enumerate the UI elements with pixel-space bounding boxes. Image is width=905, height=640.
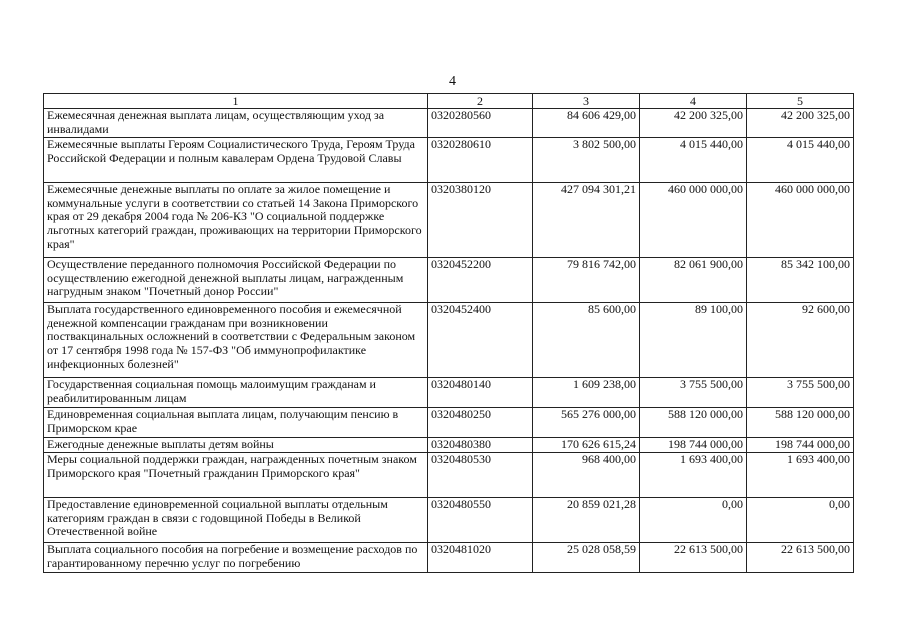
amount-col5: 0,00	[747, 498, 854, 543]
table-row	[44, 378, 854, 408]
amount-col5: 3 755 500,00	[747, 378, 854, 408]
amount-col5: 460 000 000,00	[747, 183, 854, 258]
table-row	[44, 498, 854, 543]
amount-col3: 79 816 742,00	[533, 258, 640, 303]
table-row	[44, 408, 854, 438]
item-name: Выплата государственного единовременного пособия и ежемесячной денежной компенсации гражданам при возникновении поствакцинальных осложнений в соответствии с Федеральным законом от 17 сентября 1998 года № 157-ФЗ "Об иммунопрофилактике инфекционных болезней"	[44, 303, 428, 378]
item-name: Ежемесячные денежные выплаты по оплате за жилое помещение и коммунальные услуги в соответствии со статьей 14 Закона Приморского края от 29 декабря 2004 года № 206-КЗ "О социальной поддержке льготных категорий граждан, проживающих на территории Приморского края"	[44, 183, 428, 258]
amount-col5: 588 120 000,00	[747, 408, 854, 438]
amount-col4: 89 100,00	[640, 303, 747, 378]
item-code: 0320480530	[428, 453, 533, 498]
item-name: Осуществление переданного полномочия Российской Федерации по осуществлению ежегодной денежной выплаты лицам, награжденным нагрудным знаком "Почетный донор России"	[44, 258, 428, 303]
item-code: 0320452400	[428, 303, 533, 378]
amount-col3: 968 400,00	[533, 453, 640, 498]
item-name: Предоставление единовременной социальной выплаты отдельным категориям граждан в связи с годовщиной Победы в Великой Отечественной войне	[44, 498, 428, 543]
item-name: Ежемесячные выплаты Героям Социалистического Труда, Героям Труда Российской Федерации и полным кавалерам Ордена Трудовой Славы	[44, 138, 428, 183]
header-row	[44, 94, 854, 109]
table-row	[44, 453, 854, 498]
amount-col3: 84 606 429,00	[533, 109, 640, 138]
amount-col4: 3 755 500,00	[640, 378, 747, 408]
item-code: 0320380120	[428, 183, 533, 258]
item-code: 0320480550	[428, 498, 533, 543]
amount-col5: 85 342 100,00	[747, 258, 854, 303]
page-number: 4	[449, 74, 456, 89]
amount-col3: 20 859 021,28	[533, 498, 640, 543]
amount-col5: 42 200 325,00	[747, 109, 854, 138]
table-row	[44, 258, 854, 303]
item-code: 0320280560	[428, 109, 533, 138]
table-row	[44, 303, 854, 378]
item-name: Государственная социальная помощь малоимущим гражданам и реабилитированным лицам	[44, 378, 428, 408]
item-code: 0320480380	[428, 438, 533, 453]
amount-col4: 22 613 500,00	[640, 543, 747, 573]
column-header-1: 1	[44, 94, 428, 109]
amount-col5: 4 015 440,00	[747, 138, 854, 183]
amount-col3: 3 802 500,00	[533, 138, 640, 183]
item-code: 0320481020	[428, 543, 533, 573]
amount-col4: 460 000 000,00	[640, 183, 747, 258]
amount-col3: 427 094 301,21	[533, 183, 640, 258]
column-header-3: 3	[533, 94, 640, 109]
amount-col3: 565 276 000,00	[533, 408, 640, 438]
item-code: 0320452200	[428, 258, 533, 303]
budget-table	[43, 93, 854, 573]
table-row	[44, 183, 854, 258]
table-row	[44, 138, 854, 183]
item-name: Меры социальной поддержки граждан, награжденных почетным знаком Приморского края "Почетный гражданин Приморского края"	[44, 453, 428, 498]
amount-col4: 4 015 440,00	[640, 138, 747, 183]
item-name: Единовременная социальная выплата лицам, получающим пенсию в Приморском крае	[44, 408, 428, 438]
item-name: Ежемесячная денежная выплата лицам, осуществляющим уход за инвалидами	[44, 109, 428, 138]
amount-col4: 42 200 325,00	[640, 109, 747, 138]
item-name: Ежегодные денежные выплаты детям войны	[44, 438, 428, 453]
table-row	[44, 109, 854, 138]
item-code: 0320480140	[428, 378, 533, 408]
amount-col5: 1 693 400,00	[747, 453, 854, 498]
amount-col4: 198 744 000,00	[640, 438, 747, 453]
table-row	[44, 438, 854, 453]
amount-col3: 85 600,00	[533, 303, 640, 378]
amount-col5: 92 600,00	[747, 303, 854, 378]
table-row	[44, 543, 854, 573]
amount-col3: 170 626 615,24	[533, 438, 640, 453]
amount-col4: 82 061 900,00	[640, 258, 747, 303]
amount-col4: 588 120 000,00	[640, 408, 747, 438]
amount-col3: 25 028 058,59	[533, 543, 640, 573]
amount-col3: 1 609 238,00	[533, 378, 640, 408]
amount-col5: 22 613 500,00	[747, 543, 854, 573]
column-header-5: 5	[747, 94, 854, 109]
column-header-4: 4	[640, 94, 747, 109]
item-code: 0320280610	[428, 138, 533, 183]
item-name: Выплата социального пособия на погребение и возмещение расходов по гарантированному перечню услуг по погребению	[44, 543, 428, 573]
amount-col5: 198 744 000,00	[747, 438, 854, 453]
item-code: 0320480250	[428, 408, 533, 438]
amount-col4: 1 693 400,00	[640, 453, 747, 498]
amount-col4: 0,00	[640, 498, 747, 543]
column-header-2: 2	[428, 94, 533, 109]
